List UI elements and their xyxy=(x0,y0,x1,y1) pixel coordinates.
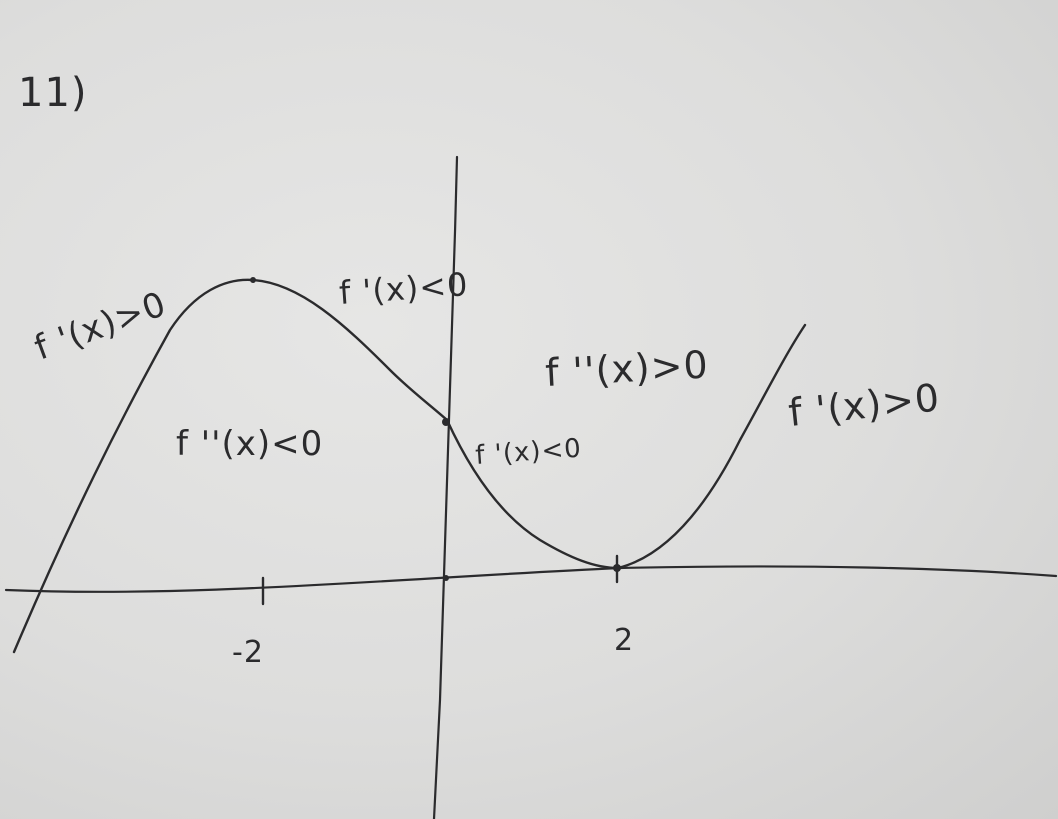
annotation-concave-down: f ''(x)<0 xyxy=(176,424,324,464)
annotation-concave-up: f ''(x)>0 xyxy=(544,342,710,395)
local-max-point xyxy=(250,277,256,283)
annotation-rising-right: f '(x)>0 xyxy=(786,375,943,435)
x-axis xyxy=(6,566,1056,591)
problem-number: 11) xyxy=(18,70,88,116)
local-min-point xyxy=(613,564,621,572)
y-axis xyxy=(434,157,457,819)
tick-label-two: 2 xyxy=(614,623,635,658)
inflection-point xyxy=(442,418,450,426)
origin-point xyxy=(443,575,449,581)
annotation-rising-left: f '(x)>0 xyxy=(29,284,172,369)
annotation-falling-top: f '(x)<0 xyxy=(337,265,470,312)
annotation-falling-mid: f '(x)<0 xyxy=(474,433,583,471)
tick-label-neg-two: -2 xyxy=(232,635,264,670)
